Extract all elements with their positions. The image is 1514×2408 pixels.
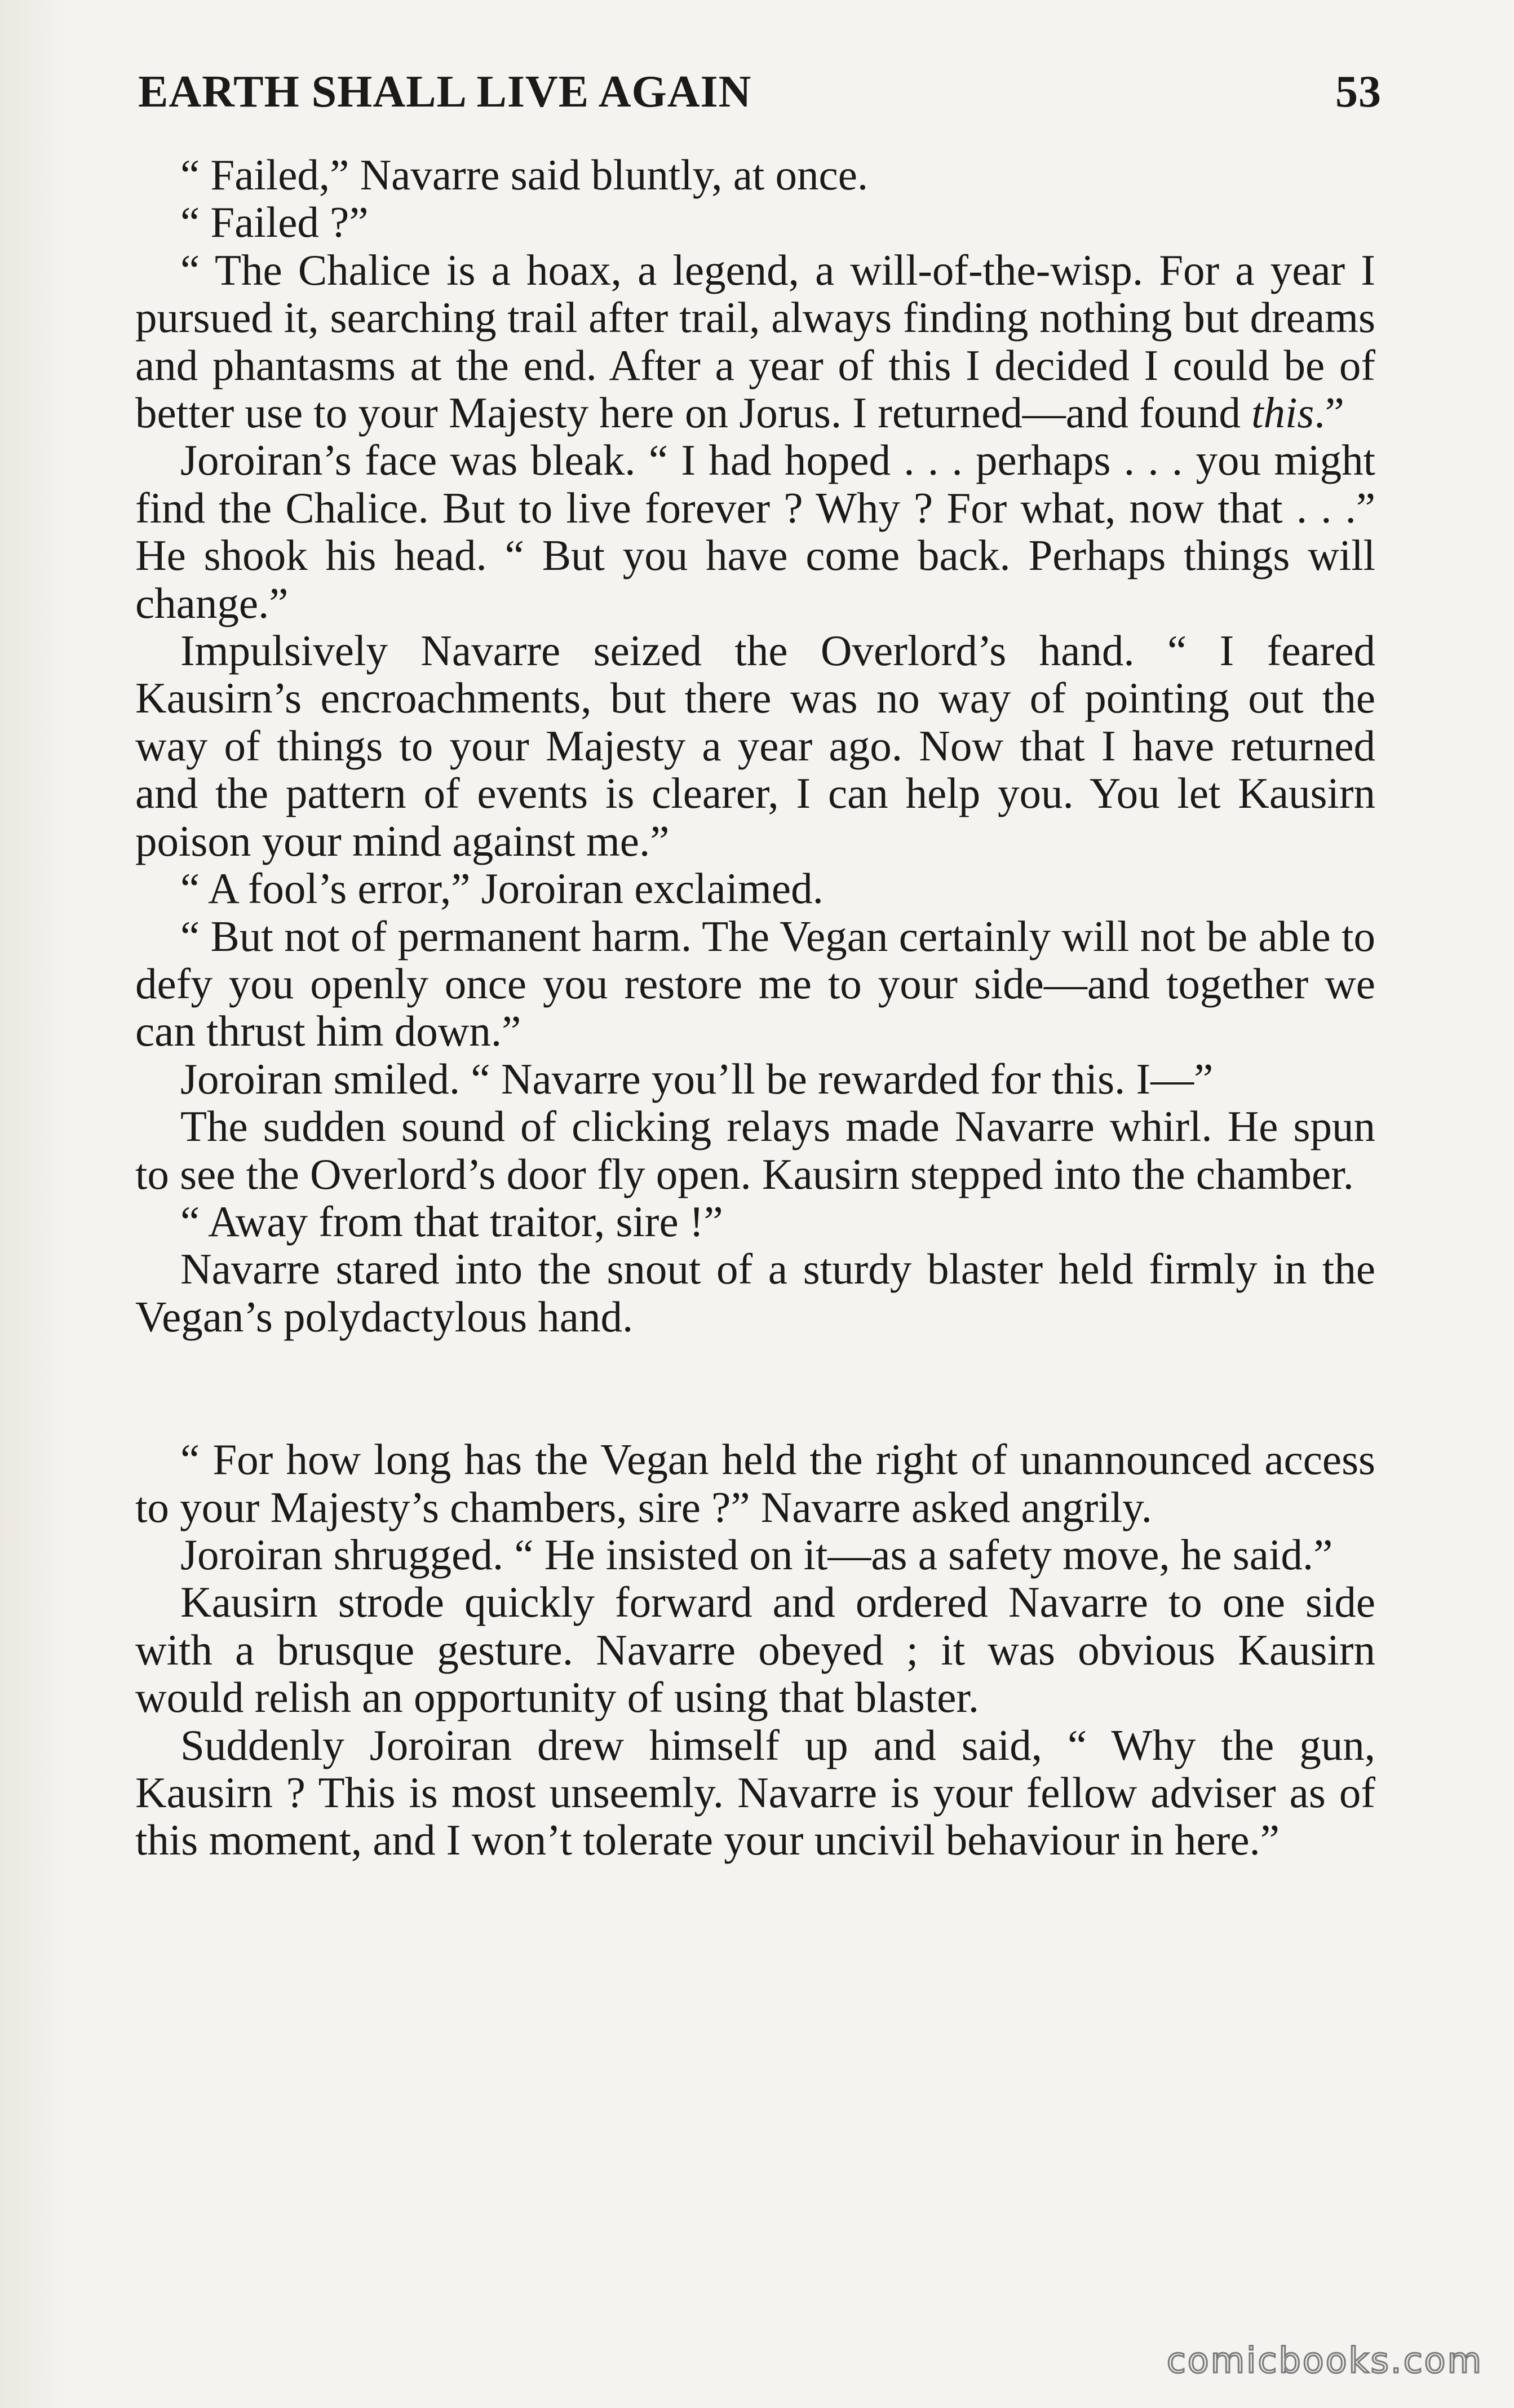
paragraph: Navarre stared into the snout of a sturdy blaster held firmly in the Vegan’s polydactylous hand. xyxy=(135,1245,1375,1341)
paragraph: Kausirn strode quickly forward and ordered Navarre to one side with a brusque gesture. Navarre obeyed ; it was obvious Kausirn would relish an opportunity of using that blaster. xyxy=(135,1578,1375,1722)
paragraph: Joroiran smiled. “ Navarre you’ll be rewarded for this. I—” xyxy=(180,1054,1214,1103)
paragraph: “ Failed,” Navarre said bluntly, at once. xyxy=(180,150,869,199)
paragraph: “ For how long has the Vegan held the right of unannounced access to your Majesty’s chambers, sire ?” Navarre asked angrily. xyxy=(135,1435,1375,1531)
paragraph-tail: .” xyxy=(1314,388,1344,437)
book-title: EARTH SHALL LIVE AGAIN xyxy=(138,67,752,117)
page-number: 53 xyxy=(1335,67,1382,117)
paragraph-text: “ The Chalice is a hoax, a legend, a will-of-the-wisp. For a year I pursued it, searching trail after trail, always finding nothing but dreams and phantasms at the end. After a year of this I decided I could be of better use to your Majesty here on Jorus. I returned—and found xyxy=(135,245,1375,437)
paragraph: Joroiran shrugged. “ He insisted on it—as a safety move, he said.” xyxy=(180,1530,1333,1579)
paragraph: Suddenly Joroiran drew himself up and said, “ Why the gun, Kausirn ? This is most unseemly. Navarre is your fellow adviser as of this moment, and I won’t tolerate your uncivil behaviour in here.” xyxy=(135,1720,1375,1865)
paragraph: Joroiran’s face was bleak. “ I had hoped . . . perhaps . . . you might find the Chalice. But to live forever ? Why ? For what, now that . . .” He shook his head. “ But you have come back. Perhaps things will change.” xyxy=(135,436,1375,627)
paragraph: “ A fool’s error,” Joroiran exclaimed. xyxy=(180,864,824,913)
paragraph: “ Failed ?” xyxy=(180,198,369,247)
italic-word: this xyxy=(1251,388,1314,437)
paragraph: Impulsively Navarre seized the Overlord’s hand. “ I feared Kausirn’s encroachments, but there was no way of pointing out the way of things to your Majesty a year ago. Now that I have returned and the pattern of events is clearer, I can help you. You let Kausirn poison your mind against me.” xyxy=(135,626,1375,865)
page-body xyxy=(135,151,1375,1864)
running-head xyxy=(138,67,1382,129)
paragraph: “ But not of permanent harm. The Vegan certainly will not be able to defy you openly once you restore me to your side—and together we can thrust him down.” xyxy=(135,911,1375,1056)
page-edge-shadow xyxy=(0,0,68,2408)
watermark-text: comicbooks.com xyxy=(1166,2340,1483,2381)
paragraph xyxy=(135,246,1375,437)
section-break xyxy=(135,1340,1375,1436)
paragraph: The sudden sound of clicking relays made Navarre whirl. He spun to see the Overlord’s door fly open. Kausirn stepped into the chamber. xyxy=(135,1102,1375,1198)
paragraph: “ Away from that traitor, sire !” xyxy=(180,1197,723,1246)
